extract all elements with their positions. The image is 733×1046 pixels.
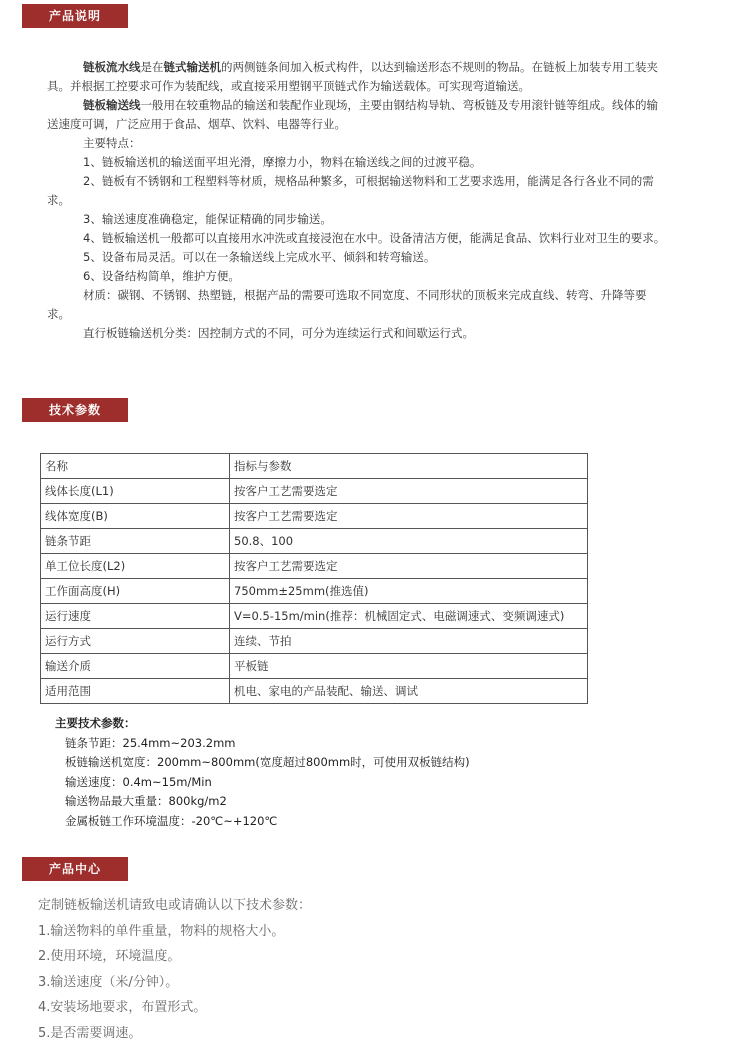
spec-name-cell: 工作面高度(H) xyxy=(41,579,230,604)
param-item: 输送物品最大重量：800kg/m2 xyxy=(55,792,470,812)
param-item: 输送速度：0.4m~15m/Min xyxy=(55,773,470,793)
spec-value-cell: 指标与参数 xyxy=(230,454,588,479)
spec-name-cell: 运行方式 xyxy=(41,629,230,654)
main-params-title: 主要技术参数： xyxy=(55,714,470,734)
spec-row xyxy=(41,654,588,679)
spec-name-cell: 链条节距 xyxy=(41,529,230,554)
spec-name-cell: 线体长度(L1) xyxy=(41,479,230,504)
spec-value-cell: 750mm±25mm(推选值) xyxy=(230,579,588,604)
term-chain-line: 链板流水线 xyxy=(83,60,141,74)
feature-item: 1、链板输送机的输送面平坦光滑，摩擦力小，物料在输送线之间的过渡平稳。 xyxy=(47,153,667,172)
spec-row xyxy=(41,629,588,654)
feature-item: 5、设备布局灵活。可以在一条输送线上完成水平、倾斜和转弯输送。 xyxy=(47,248,667,267)
custom-order-item: 3.输送速度（米/分钟）。 xyxy=(38,970,311,996)
spec-name-cell: 运行速度 xyxy=(41,604,230,629)
custom-order-info xyxy=(38,893,311,1046)
spec-row xyxy=(41,579,588,604)
spec-row xyxy=(41,529,588,554)
intro-text xyxy=(47,58,667,343)
feature-item: 3、输送速度准确稳定，能保证精确的同步输送。 xyxy=(47,210,667,229)
material-text: 材质：碳钢、不锈钢、热塑链，根据产品的需要可选取不同宽度、不同形状的顶板来完成直线、转弯、升降等要求。 xyxy=(47,286,667,324)
spec-value-cell: 按客户工艺需要选定 xyxy=(230,479,588,504)
intro-paragraph-2 xyxy=(47,96,667,134)
features-title: 主要特点： xyxy=(47,134,667,153)
spec-row xyxy=(41,479,588,504)
section-header-center: 产品中心 xyxy=(22,857,128,881)
spec-row xyxy=(41,554,588,579)
spec-table-body xyxy=(41,454,588,704)
spec-table xyxy=(40,453,588,704)
param-item: 板链输送机宽度：200mm~800mm(宽度超过800mm时，可使用双板链结构) xyxy=(55,753,470,773)
term-chain-conveyor: 链式输送机 xyxy=(164,60,222,74)
spec-name-cell: 名称 xyxy=(41,454,230,479)
spec-value-cell: V=0.5-15m/min(推荐：机械固定式、电磁调速式、变频调速式) xyxy=(230,604,588,629)
spec-row xyxy=(41,679,588,704)
custom-order-item: 1.输送物料的单件重量，物料的规格大小。 xyxy=(38,919,311,945)
feature-item: 4、链板输送机一般都可以直接用水冲洗或直接浸泡在水中。设备清洁方便，能满足食品、饮料行业对卫生的要求。 xyxy=(47,229,667,248)
custom-order-item: 5.是否需要调速。 xyxy=(38,1021,311,1046)
text-fragment: 一般用在较重物品的输送和装配作业现场，主要由钢结构导轨、弯板链及专用滚针链等组成。线体的输送速度可调，广泛应用于食品、烟草、饮料、电器等行业。 xyxy=(47,98,658,131)
spec-row xyxy=(41,454,588,479)
text-fragment: 是在 xyxy=(141,60,164,74)
feature-item: 2、链板有不锈钢和工程塑料等材质，规格品种繁多，可根据输送物料和工艺要求选用，能满足各行各业不同的需求。 xyxy=(47,172,667,210)
spec-row xyxy=(41,504,588,529)
spec-name-cell: 线体宽度(B) xyxy=(41,504,230,529)
spec-name-cell: 适用范围 xyxy=(41,679,230,704)
custom-order-item: 4.安装场地要求，布置形式。 xyxy=(38,995,311,1021)
custom-order-item: 2.使用环境，环境温度。 xyxy=(38,944,311,970)
spec-value-cell: 机电、家电的产品装配、输送、调试 xyxy=(230,679,588,704)
spec-value-cell: 平板链 xyxy=(230,654,588,679)
section-header-description: 产品说明 xyxy=(22,4,128,28)
spec-name-cell: 输送介质 xyxy=(41,654,230,679)
text-fragment: 的两侧链条间加入板式构件，以达到输送形态不规则的物品。在链板上加装专用工装夹具。并根据工控要求可作为装配线，或直接采用塑钢平顶链式作为输送载体。可实现弯道输送。 xyxy=(47,60,658,93)
term-chain-conveyor-line: 链板输送线 xyxy=(83,98,141,112)
section-header-tech: 技术参数 xyxy=(22,398,128,422)
main-params xyxy=(55,714,470,831)
param-item: 金属板链工作环境温度：-20℃~+120℃ xyxy=(55,812,470,832)
spec-row xyxy=(41,604,588,629)
spec-value-cell: 连续、节拍 xyxy=(230,629,588,654)
feature-item: 6、设备结构简单，维护方便。 xyxy=(47,267,667,286)
custom-order-intro: 定制链板输送机请致电或请确认以下技术参数： xyxy=(38,893,311,919)
param-item: 链条节距：25.4mm~203.2mm xyxy=(55,734,470,754)
intro-paragraph-1 xyxy=(47,58,667,96)
spec-value-cell: 按客户工艺需要选定 xyxy=(230,504,588,529)
classification-text: 直行板链输送机分类：因控制方式的不同，可分为连续运行式和间歇运行式。 xyxy=(47,324,667,343)
spec-name-cell: 单工位长度(L2) xyxy=(41,554,230,579)
spec-value-cell: 50.8、100 xyxy=(230,529,588,554)
spec-value-cell: 按客户工艺需要选定 xyxy=(230,554,588,579)
